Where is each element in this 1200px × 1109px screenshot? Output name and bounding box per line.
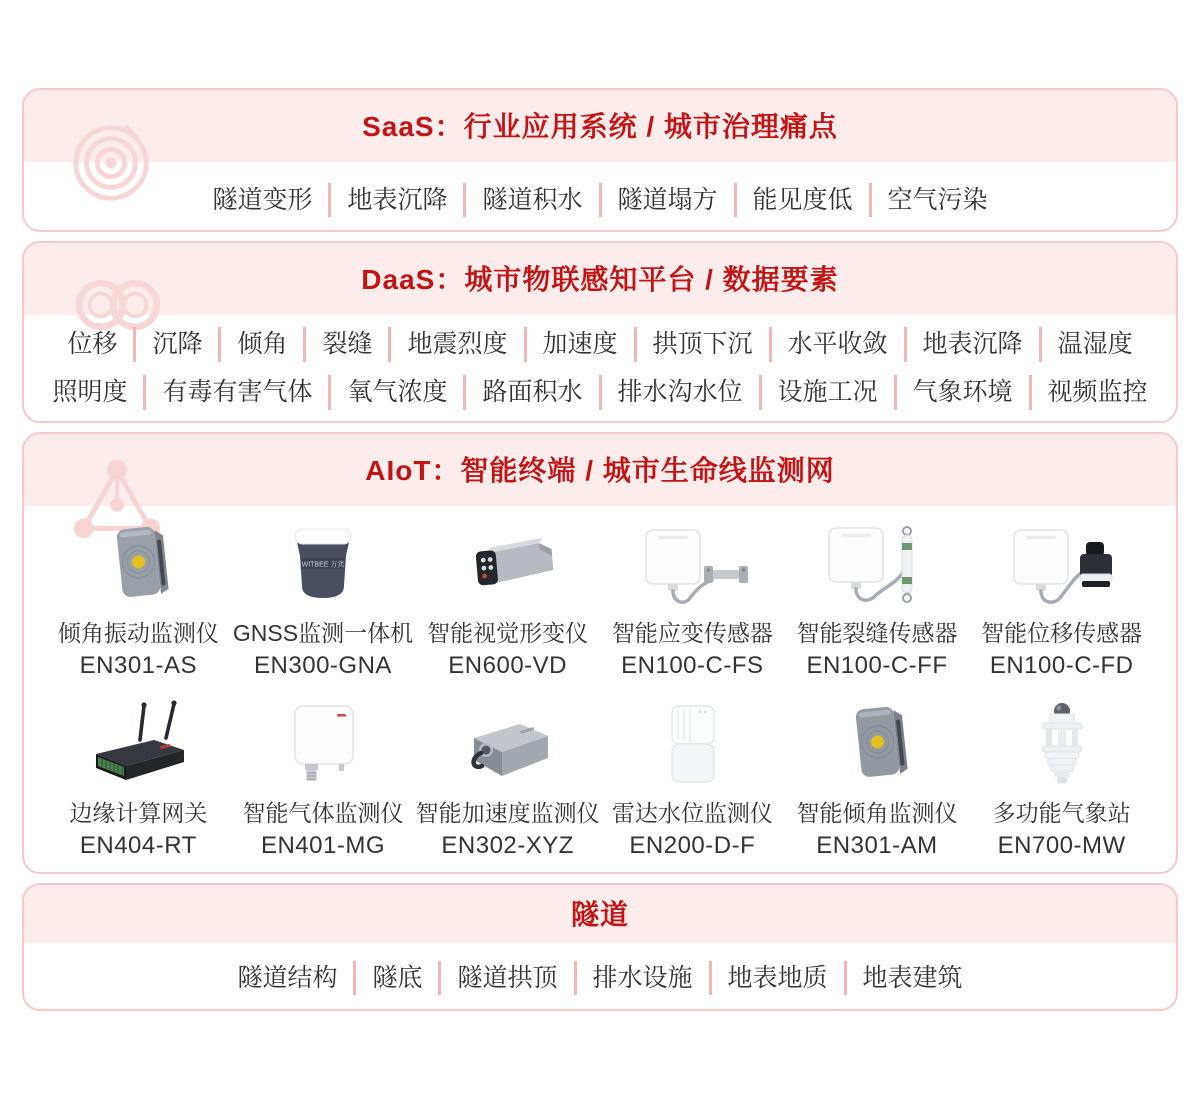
product-name: 智能气体监测仪	[242, 800, 404, 826]
product-card	[600, 696, 785, 862]
product-card	[415, 516, 600, 682]
aiot-header	[24, 434, 1176, 506]
daas-body	[24, 315, 1176, 410]
daas-data-item: 照明度	[52, 377, 128, 406]
saas-card	[22, 88, 1178, 232]
daas-title: DaaS：城市物联感知平台 / 数据要素	[361, 264, 839, 295]
daas-data-item: 地震烈度	[388, 327, 523, 362]
strain-sensor-image	[632, 516, 752, 614]
product-name: 雷达水位监测仪	[611, 800, 773, 826]
product-card	[969, 696, 1154, 862]
product-name: 多功能气象站	[992, 800, 1131, 826]
saas-pain-point-item: 能见度低	[734, 183, 869, 218]
tilt-vibration-monitor-image	[90, 516, 186, 614]
product-card	[46, 696, 231, 862]
daas-data-item: 加速度	[524, 327, 634, 362]
saas-pain-point-item: 隧道积水	[463, 183, 598, 218]
saas-pain-point-item: 地表沉降	[328, 183, 463, 218]
product-name: 倾角振动监测仪	[57, 620, 219, 646]
product-name: 智能倾角监测仪	[796, 800, 958, 826]
daas-data-item: 设施工况	[759, 375, 894, 410]
tunnel-items-row	[221, 961, 978, 996]
device-brand-label: WITBEE 万宾	[301, 561, 345, 569]
tunnel-target-item: 地表建筑	[844, 961, 979, 996]
saas-pain-point-item: 空气污染	[869, 183, 1004, 218]
product-name: 智能应变传感器	[611, 620, 773, 646]
product-model: EN401-MG	[260, 832, 386, 859]
tunnel-target-item: 地表地质	[709, 961, 844, 996]
product-name: 智能加速度监测仪	[415, 800, 600, 826]
product-card	[785, 696, 970, 862]
gas-monitor-image	[275, 696, 371, 794]
product-card	[600, 516, 785, 682]
daas-header	[24, 243, 1176, 315]
radar-level-monitor-image	[644, 696, 740, 794]
saas-pain-point-item: 隧道塌方	[599, 183, 734, 218]
product-model: EN700-MW	[997, 832, 1126, 859]
product-card	[231, 696, 416, 862]
tilt-monitor-image	[829, 696, 925, 794]
daas-data-item: 氧气浓度	[328, 375, 463, 410]
daas-data-item: 拱顶下沉	[634, 327, 769, 362]
aiot-card	[22, 432, 1178, 874]
product-card	[969, 516, 1154, 682]
daas-data-item: 有毒有害气体	[143, 375, 328, 410]
product-model: EN100-C-FS	[621, 652, 764, 679]
tunnel-body	[24, 943, 1176, 1011]
product-name: 智能视觉形变仪	[427, 620, 589, 646]
accelerometer-monitor-image	[448, 696, 568, 794]
product-card	[46, 516, 231, 682]
product-model: EN301-AM	[816, 832, 938, 859]
product-model: EN600-VD	[448, 652, 568, 679]
product-name: GNSS监测一体机	[232, 620, 414, 646]
daas-items-row-1	[24, 327, 1176, 362]
product-model: EN301-AS	[79, 652, 198, 679]
daas-card	[22, 241, 1178, 423]
daas-data-item: 温湿度	[1039, 327, 1149, 362]
tunnel-target-item: 排水设施	[574, 961, 709, 996]
product-card	[415, 696, 600, 862]
aiot-title: AIoT：智能终端 / 城市生命线监测网	[365, 455, 835, 486]
daas-data-item: 地表沉降	[904, 327, 1039, 362]
saas-body	[24, 162, 1176, 232]
gnss-monitor-image	[275, 516, 371, 614]
tunnel-target-item: 隧道拱顶	[438, 961, 573, 996]
product-name: 边缘计算网关	[69, 800, 208, 826]
daas-data-item: 裂缝	[303, 327, 388, 362]
daas-data-item: 倾角	[218, 327, 303, 362]
edge-gateway-image	[78, 696, 198, 794]
product-model: EN404-RT	[79, 832, 197, 859]
tunnel-header	[24, 885, 1176, 943]
daas-data-item: 位移	[67, 330, 118, 358]
saas-items-row	[196, 183, 1003, 218]
daas-items-row-2	[24, 375, 1176, 410]
product-card	[785, 516, 970, 682]
product-card	[231, 516, 416, 682]
product-model: EN100-C-FF	[806, 652, 948, 679]
product-name: 智能位移传感器	[981, 620, 1143, 646]
tunnel-title: 隧道	[570, 899, 629, 930]
daas-data-item: 视频监控	[1029, 375, 1164, 410]
crack-sensor-image	[817, 516, 937, 614]
product-model: EN300-GNA	[254, 652, 392, 679]
tunnel-target-item: 隧道结构	[237, 963, 338, 992]
daas-data-item: 路面积水	[463, 375, 598, 410]
vision-deformation-camera-image	[453, 516, 563, 614]
displacement-sensor-image	[1002, 516, 1122, 614]
saas-header	[24, 90, 1176, 162]
daas-data-item: 沉降	[133, 327, 218, 362]
tunnel-card	[22, 883, 1178, 1011]
saas-title: SaaS：行业应用系统 / 城市治理痛点	[362, 111, 838, 142]
weather-station-image	[1014, 696, 1110, 794]
product-name: 智能裂缝传感器	[796, 620, 958, 646]
product-model: EN100-C-FD	[989, 652, 1134, 679]
daas-data-item: 气象环境	[894, 375, 1029, 410]
daas-data-item: 排水沟水位	[599, 375, 759, 410]
product-model: EN302-XYZ	[441, 832, 574, 859]
daas-data-item: 水平收敛	[769, 327, 904, 362]
tunnel-target-item: 隧底	[353, 961, 438, 996]
saas-pain-point-item: 隧道变形	[212, 185, 313, 214]
aiot-product-grid	[24, 506, 1176, 866]
product-model: EN200-D-F	[629, 832, 756, 859]
